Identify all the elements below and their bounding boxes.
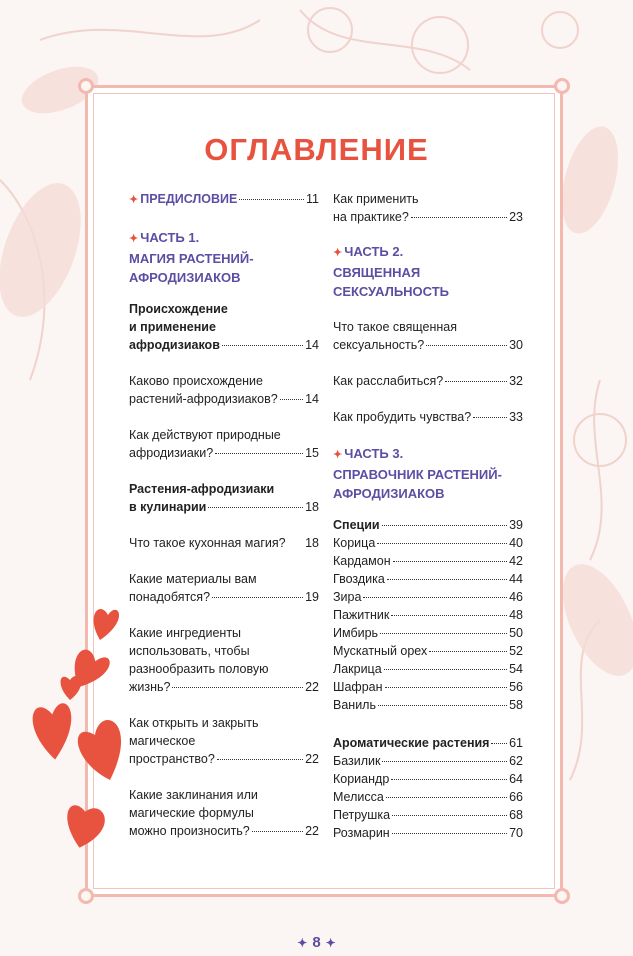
star-icon: ✦ — [325, 936, 336, 950]
toc-entry-sacred[interactable]: Что такое священная сексуальность? 30 — [333, 320, 523, 352]
star-icon: ✦ — [333, 247, 343, 259]
aromatic-item[interactable]: Кориандр 64 — [333, 772, 523, 786]
spice-item[interactable]: Кардамон 42 — [333, 554, 523, 568]
part-3-heading[interactable]: ✦ ЧАСТЬ 3. СПРАВОЧНИК РАСТЕНИЙ- АФРОДИЗИАКОВ — [333, 446, 502, 501]
toc-entry-kitchen-magic[interactable]: Что такое кухонная магия? 18 — [129, 536, 319, 550]
toc-entry-ingredients[interactable]: Какие ингредиенты использовать, чтобы разнообразить половую жизнь? 22 — [129, 626, 319, 694]
toc-entry-how-act[interactable]: Как действуют природные афродизиаки? 15 — [129, 428, 319, 460]
aromatic-item[interactable]: Петрушка 68 — [333, 808, 523, 822]
toc-entry-culinary[interactable]: Растения-афродизиаки в кулинарии 18 — [129, 482, 319, 514]
spice-item[interactable]: Ваниль 58 — [333, 698, 523, 712]
toc-entry-awaken[interactable]: Как пробудить чувства? 33 — [333, 410, 523, 424]
toc-entry-preface[interactable]: ✦ ПРЕДИСЛОВИЕ 11 — [129, 192, 319, 206]
heart-icon — [56, 798, 109, 853]
toc-entry-spells[interactable]: Какие заклинания или магические формулы можно произносить? 22 — [129, 788, 319, 838]
aromatic-item[interactable]: Розмарин 70 — [333, 826, 523, 840]
toc-entry-origin-question[interactable]: Каково происхождение растений-афродизиаков? 14 — [129, 374, 319, 406]
part-2-heading[interactable]: ✦ ЧАСТЬ 2. СВЯЩЕННАЯ СЕКСУАЛЬНОСТЬ — [333, 244, 450, 299]
heart-icon — [30, 702, 78, 762]
spice-item[interactable]: Гвоздика 44 — [333, 572, 523, 586]
toc-entry-materials[interactable]: Какие материалы вам понадобятся? 19 — [129, 572, 319, 604]
spice-item[interactable]: Лакрица 54 — [333, 662, 523, 676]
heart-icon — [78, 720, 121, 780]
toc-entry-relax[interactable]: Как расслабиться? 32 — [333, 374, 523, 388]
star-icon: ✦ — [129, 194, 139, 206]
toc-entry-practice[interactable]: Как применить на практике? 23 — [333, 192, 523, 224]
page-number: ✦ 8 ✦ — [297, 934, 336, 951]
part-1-heading[interactable]: ✦ ЧАСТЬ 1. МАГИЯ РАСТЕНИЙ- АФРОДИЗИАКОВ — [129, 230, 254, 285]
spice-item[interactable]: Имбирь 50 — [333, 626, 523, 640]
spice-item[interactable]: Зира 46 — [333, 590, 523, 604]
heart-icon — [61, 676, 81, 700]
toc-entry-origin[interactable]: Происхождение и применение афродизиаков 14 — [129, 302, 319, 352]
aromatic-item[interactable]: Ароматические растения 61 — [333, 736, 523, 750]
heart-icon — [94, 609, 119, 640]
spice-item[interactable]: Мускатный орех 52 — [333, 644, 523, 658]
aromatic-item[interactable]: Мелисса 66 — [333, 790, 523, 804]
star-icon: ✦ — [297, 936, 308, 950]
spice-item[interactable]: Корица 40 — [333, 536, 523, 550]
star-icon: ✦ — [333, 449, 343, 461]
page-title: ОГЛАВЛЕНИЕ — [204, 132, 429, 167]
spice-item[interactable]: Шафран 56 — [333, 680, 523, 694]
spice-item[interactable]: Специи 39 — [333, 518, 523, 532]
star-icon: ✦ — [129, 233, 139, 245]
spice-item[interactable]: Пажитник 48 — [333, 608, 523, 622]
aromatic-item[interactable]: Базилик 62 — [333, 754, 523, 768]
toc-entry-magic-space[interactable]: Как открыть и закрыть магическое пространство? 22 — [129, 716, 319, 766]
